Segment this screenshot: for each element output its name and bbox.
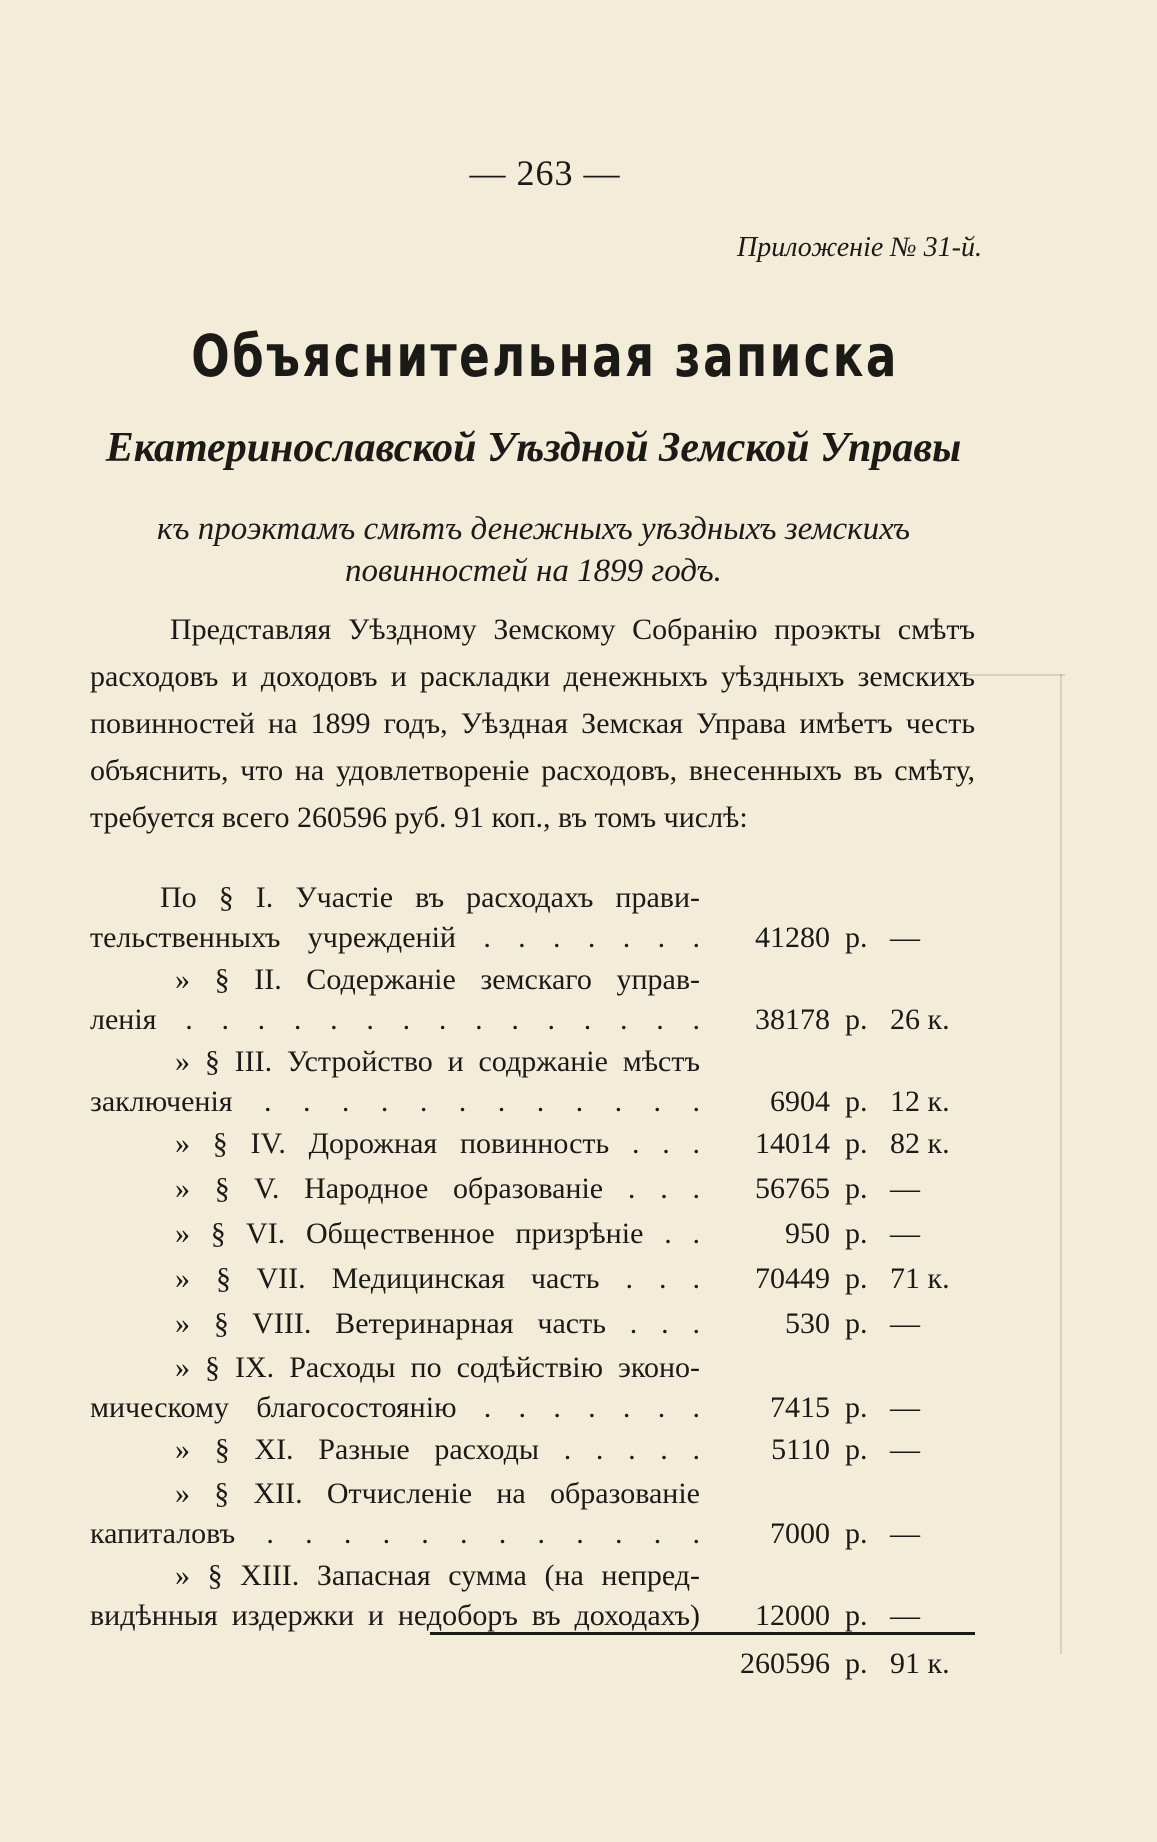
expense-item-kopecks: 12 к.: [890, 1085, 950, 1118]
expense-item-rub-unit: р.: [845, 1433, 868, 1466]
expense-item-rubles: 12000: [755, 1599, 830, 1632]
expense-item: [90, 1042, 975, 1122]
heading-line-1: къ проэктамъ смѣтъ денежныхъ уѣздныхъ земскихъ: [156, 511, 911, 547]
expense-item-kopecks: —: [890, 1307, 920, 1340]
document-title: Объяснительная записка: [191, 322, 899, 390]
expense-item-label-line-1: » § II. Содержаніе земскаго управ-: [175, 963, 700, 996]
expense-item: [90, 1348, 975, 1428]
expense-item-rub-unit: р.: [845, 1307, 868, 1340]
expense-item-kopecks: 26 к.: [890, 1003, 950, 1036]
expense-item-kopecks: —: [890, 1433, 920, 1466]
expense-item-label-line-1: » § XII. Отчисленіе на образованіе: [175, 1477, 700, 1510]
expense-item-kopecks: 71 к.: [890, 1262, 950, 1295]
expense-item: [90, 1304, 975, 1344]
expense-item-rubles: 950: [785, 1217, 830, 1250]
expense-item: [90, 1474, 975, 1554]
page-number: — 263 —: [469, 153, 621, 193]
heading-line-2: повинностей на 1899 годъ.: [345, 553, 722, 589]
appendix-label: Приложеніе № 31-й.: [737, 232, 982, 263]
expense-item: [90, 1124, 975, 1164]
expense-item-rub-unit: р.: [845, 1262, 868, 1295]
expense-item-rubles: 38178: [755, 1003, 830, 1036]
expense-item-rub-unit: р.: [845, 1599, 868, 1632]
expense-item-label-line-2: » § IV. Дорожная повинность . . .: [175, 1127, 700, 1160]
total-kopecks: 91 к.: [890, 1647, 950, 1680]
expense-item-rub-unit: р.: [845, 1172, 868, 1205]
expense-item-label-line-2: заключенія . . . . . . . . . . . .: [90, 1085, 700, 1118]
expense-item: [90, 1259, 975, 1299]
expense-item-rub-unit: р.: [845, 1085, 868, 1118]
expense-item-label-line-2: видѣнныя издержки и недоборъ въ доходахъ): [90, 1599, 700, 1632]
expense-item-label-line-2: » § VIII. Ветеринарная часть . . .: [175, 1307, 700, 1340]
expense-item: [90, 1169, 975, 1209]
expense-item-rubles: 5110: [771, 1433, 830, 1466]
expense-item-rubles: 6904: [770, 1085, 830, 1118]
total-rubles: 260596: [740, 1647, 830, 1680]
expense-item-kopecks: —: [890, 921, 920, 954]
expense-item-rubles: 41280: [755, 921, 830, 954]
expense-item-rub-unit: р.: [845, 1217, 868, 1250]
expense-item-rubles: 7000: [770, 1517, 830, 1550]
expense-item-kopecks: —: [890, 1217, 920, 1250]
expense-item-rubles: 530: [785, 1307, 830, 1340]
expense-item-rubles: 56765: [755, 1172, 830, 1205]
document-subtitle: Екатеринославской Уѣздной Земской Управы: [105, 425, 962, 471]
expense-item-rub-unit: р.: [845, 1003, 868, 1036]
page-edge-shadow: [1060, 674, 1062, 1654]
document-heading: [0, 508, 1067, 592]
total-rub-unit: р.: [845, 1647, 868, 1680]
expense-item-kopecks: 82 к.: [890, 1127, 950, 1160]
expense-item-label-line-2: капиталовъ . . . . . . . . . . . .: [90, 1517, 700, 1550]
expense-item-rubles: 70449: [755, 1262, 830, 1295]
expense-item-rub-unit: р.: [845, 1127, 868, 1160]
expense-item: [90, 1430, 975, 1470]
expense-item-kopecks: —: [890, 1172, 920, 1205]
intro-paragraph: [90, 606, 975, 841]
expense-item-label-line-2: тельственныхъ учрежденій . . . . . . .: [90, 921, 700, 954]
expense-item-label-line-2: » § VII. Медицинская часть . . .: [175, 1262, 700, 1295]
expense-item-label-line-2: » § VI. Общественное призрѣніе . .: [175, 1217, 700, 1250]
intro-text: Представляя Уѣздному Земскому Собранію проэкты смѣтъ расходовъ и доходовъ и раскладки денежныхъ уѣздныхъ земскихъ повинностей на 1899 годъ, Уѣздная Земская Управа имѣетъ честь объяснить, что на удовлетвореніе расходовъ, внесенныхъ въ смѣту, требуется всего 260596 руб. 91 коп., въ томъ числѣ:: [90, 613, 975, 834]
expense-item-kopecks: —: [890, 1599, 920, 1632]
expense-item-label-line-2: ленія . . . . . . . . . . . . . . .: [90, 1003, 700, 1036]
expense-item-label-line-1: » § III. Устройство и содржаніе мѣстъ: [175, 1045, 700, 1078]
expense-item-kopecks: —: [890, 1517, 920, 1550]
expense-item-kopecks: —: [890, 1391, 920, 1424]
expense-item: [90, 878, 975, 958]
expense-item-rubles: 7415: [770, 1391, 830, 1424]
expense-item-rub-unit: р.: [845, 921, 868, 954]
total-rule: [430, 1632, 975, 1635]
expense-item-rubles: 14014: [755, 1127, 830, 1160]
expense-item-label-line-1: » § XIII. Запасная сумма (на непред-: [175, 1559, 700, 1592]
expense-item-label-line-2: » § V. Народное образованіе . . .: [175, 1172, 700, 1205]
expense-item: [90, 960, 975, 1040]
page-edge-shadow-top: [965, 674, 1065, 676]
expense-item-label-line-1: » § IX. Расходы по содѣйствію эконо-: [175, 1351, 700, 1384]
expense-item-rub-unit: р.: [845, 1517, 868, 1550]
expense-item: [90, 1214, 975, 1254]
expense-item-label-line-2: » § XI. Разные расходы . . . . .: [175, 1433, 700, 1466]
expense-item-rub-unit: р.: [845, 1391, 868, 1424]
expense-item-label-line-2: мическому благосостоянію . . . . . . .: [90, 1391, 700, 1424]
expense-item-label-line-1: По § I. Участіе въ расходахъ прави-: [160, 881, 700, 914]
expense-item: [90, 1556, 975, 1636]
